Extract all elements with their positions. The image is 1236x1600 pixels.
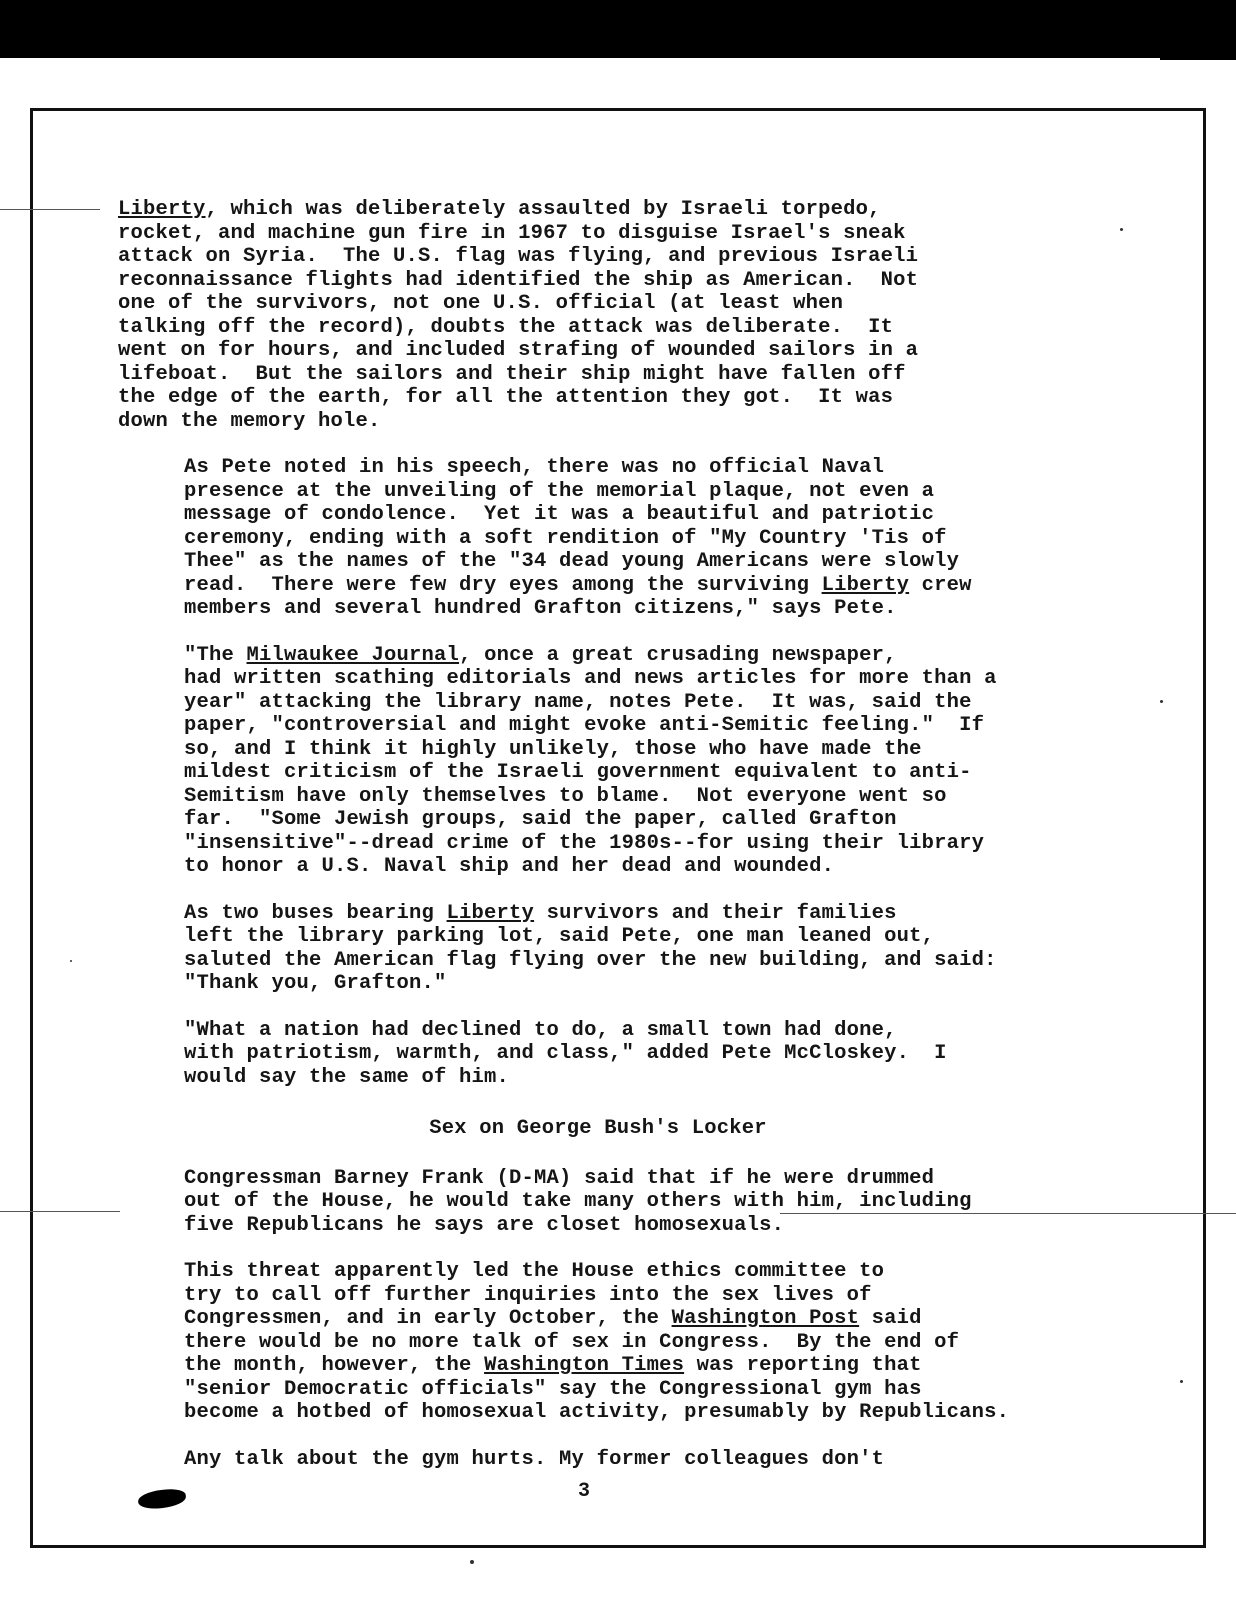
underlined-title: Liberty	[821, 573, 910, 597]
text-line	[118, 386, 1118, 410]
text-line	[118, 550, 1118, 574]
text-run: "insensitive"--dread crime of the 1980s--for using their library	[184, 831, 985, 855]
text-run: down the memory hole.	[118, 409, 381, 433]
text-run: "Thank you, Grafton."	[184, 972, 447, 995]
paragraph	[118, 1167, 1118, 1238]
paragraph	[118, 644, 1118, 879]
text-line	[118, 1190, 1118, 1214]
text-run: to honor a U.S. Naval ship and her dead and wounded.	[184, 855, 835, 878]
text-line	[118, 1066, 1118, 1090]
text-line	[118, 1260, 1118, 1284]
document-body	[118, 198, 1118, 1494]
text-run: read. There were few dry eyes among the surviving	[184, 573, 822, 597]
text-run: lifeboat. But the sailors and their ship might have fallen off	[118, 362, 906, 386]
text-run: said	[859, 1307, 922, 1330]
text-line	[118, 1019, 1118, 1043]
text-run: message of condolence. Yet it was a beautiful and patriotic	[184, 503, 935, 526]
text-line	[118, 761, 1118, 785]
scan-speck	[1160, 700, 1163, 703]
scan-speck	[470, 1560, 474, 1564]
text-line	[118, 1167, 1118, 1191]
text-line	[118, 644, 1118, 668]
text-line	[118, 1214, 1118, 1238]
text-line	[118, 339, 1118, 363]
text-run: went on for hours, and included strafing of wounded sailors in a	[118, 339, 919, 362]
text-run: one of the survivors, not one U.S. official (at least when	[118, 292, 844, 315]
paragraph	[118, 1448, 1118, 1472]
text-run: "What a nation had declined to do, a small town had done,	[184, 1018, 897, 1042]
underlined-title: Liberty	[118, 198, 206, 221]
section-heading: Sex on George Bush's Locker	[429, 1117, 767, 1140]
text-line	[118, 245, 1118, 269]
paragraph	[118, 902, 1118, 996]
scan-speck	[1180, 1380, 1183, 1383]
text-run: try to call off further inquiries into the sex lives of	[184, 1283, 872, 1307]
text-run: far. "Some Jewish groups, said the paper, called Grafton	[184, 808, 897, 831]
text-run: so, and I think it highly unlikely, those who have made the	[184, 737, 922, 761]
text-line	[118, 714, 1118, 738]
paragraph	[118, 198, 1118, 433]
text-line	[118, 198, 1118, 222]
text-line	[118, 503, 1118, 527]
text-run: paper, "controversial and might evoke anti-Semitic feeling." If	[184, 714, 985, 737]
text-line	[118, 597, 1118, 621]
text-run: with patriotism, warmth, and class," added Pete McCloskey. I	[184, 1042, 947, 1065]
article-section-liberty	[118, 198, 1118, 1089]
text-run: Any talk about the gym hurts. My former colleagues don't	[184, 1447, 885, 1471]
text-line	[118, 269, 1118, 293]
text-run: members and several hundred Grafton citizens," says Pete.	[184, 597, 897, 620]
text-line	[118, 855, 1118, 879]
text-run: reconnaissance flights had identified the ship as American. Not	[118, 268, 919, 292]
text-run: become a hotbed of homosexual activity, presumably by Republicans.	[184, 1401, 1010, 1424]
text-run: , once a great crusading newspaper,	[459, 643, 897, 667]
text-line	[118, 410, 1118, 434]
text-run: would say the same of him.	[184, 1065, 510, 1089]
underlined-title: Washington Times	[484, 1354, 685, 1377]
underlined-title: Milwaukee Journal	[246, 643, 460, 667]
text-line	[118, 574, 1118, 598]
text-run: Congressman Barney Frank (D-MA) said that if he were drummed	[184, 1166, 935, 1190]
text-line	[118, 972, 1118, 996]
text-line	[118, 316, 1118, 340]
scan-top-border	[0, 0, 1236, 58]
text-line	[118, 1307, 1118, 1331]
text-run: attack on Syria. The U.S. flag was flying, and previous Israeli	[118, 245, 919, 268]
text-line	[118, 527, 1118, 551]
text-line	[118, 925, 1118, 949]
text-run: had written scathing editorials and news articles for more than a	[184, 667, 997, 690]
text-line	[118, 480, 1118, 504]
text-line	[118, 456, 1118, 480]
text-run: mildest criticism of the Israeli government equivalent to anti-	[184, 761, 972, 784]
text-run: rocket, and machine gun fire in 1967 to disguise Israel's sneak	[118, 221, 906, 245]
text-line	[118, 1401, 1118, 1425]
scan-speck	[1120, 228, 1123, 231]
article-section-barney-frank	[118, 1167, 1118, 1472]
underlined-title: Washington Post	[671, 1307, 860, 1330]
text-run: , which was deliberately assaulted by Israeli torpedo,	[205, 198, 881, 221]
text-run: talking off the record), doubts the attack was deliberate. It	[118, 315, 894, 339]
text-line	[118, 808, 1118, 832]
scan-artifact-line	[0, 1211, 120, 1212]
text-line	[118, 832, 1118, 856]
text-run: ceremony, ending with a soft rendition of "My Country 'Tis of	[184, 526, 947, 550]
page-number: 3	[578, 1480, 591, 1503]
text-line	[118, 691, 1118, 715]
text-run: As Pete noted in his speech, there was no official Naval	[184, 456, 885, 479]
text-line	[118, 949, 1118, 973]
text-run: five Republicans he says are closet homosexuals.	[184, 1213, 785, 1237]
text-run: presence at the unveiling of the memorial plaque, not even a	[184, 479, 935, 503]
scan-speck	[70, 960, 72, 962]
paragraph	[118, 1019, 1118, 1090]
text-line	[118, 1042, 1118, 1066]
paragraph	[118, 456, 1118, 621]
scan-artifact-line	[0, 209, 100, 210]
text-line	[118, 1354, 1118, 1378]
text-line	[118, 738, 1118, 762]
text-run: Congressmen, and in early October, the	[184, 1307, 672, 1330]
scan-corner-mark	[1160, 40, 1236, 60]
text-line	[118, 1448, 1118, 1472]
text-run: left the library parking lot, said Pete, one man leaned out,	[184, 925, 935, 948]
text-run: Thee" as the names of the "34 dead young Americans were slowly	[184, 550, 960, 573]
underlined-title: Liberty	[446, 901, 535, 925]
text-line	[118, 785, 1118, 809]
text-run: This threat apparently led the House ethics committee to	[184, 1260, 885, 1283]
text-line	[118, 1284, 1118, 1308]
text-line	[118, 363, 1118, 387]
text-run: there would be no more talk of sex in Congress. By the end of	[184, 1330, 960, 1354]
paragraph	[118, 1260, 1118, 1425]
text-run: Semitism have only themselves to blame. Not everyone went so	[184, 784, 947, 808]
text-run: was reporting that	[684, 1354, 922, 1377]
text-run: "The	[184, 643, 247, 667]
text-line	[118, 292, 1118, 316]
text-line	[118, 1331, 1118, 1355]
text-run: saluted the American flag flying over the new building, and said:	[184, 948, 997, 972]
text-run: the month, however, the	[184, 1354, 485, 1377]
text-run: out of the House, he would take many others with him, including	[184, 1190, 972, 1213]
text-line	[118, 222, 1118, 246]
text-line	[118, 1378, 1118, 1402]
text-run: "senior Democratic officials" say the Congressional gym has	[184, 1377, 922, 1401]
text-run: the edge of the earth, for all the attention they got. It was	[118, 386, 894, 409]
text-run: As two buses bearing	[184, 901, 447, 925]
text-line	[118, 667, 1118, 691]
text-run: crew	[909, 573, 972, 597]
text-line	[118, 902, 1118, 926]
text-run: survivors and their families	[534, 901, 897, 925]
text-run: year" attacking the library name, notes Pete. It was, said the	[184, 690, 972, 714]
